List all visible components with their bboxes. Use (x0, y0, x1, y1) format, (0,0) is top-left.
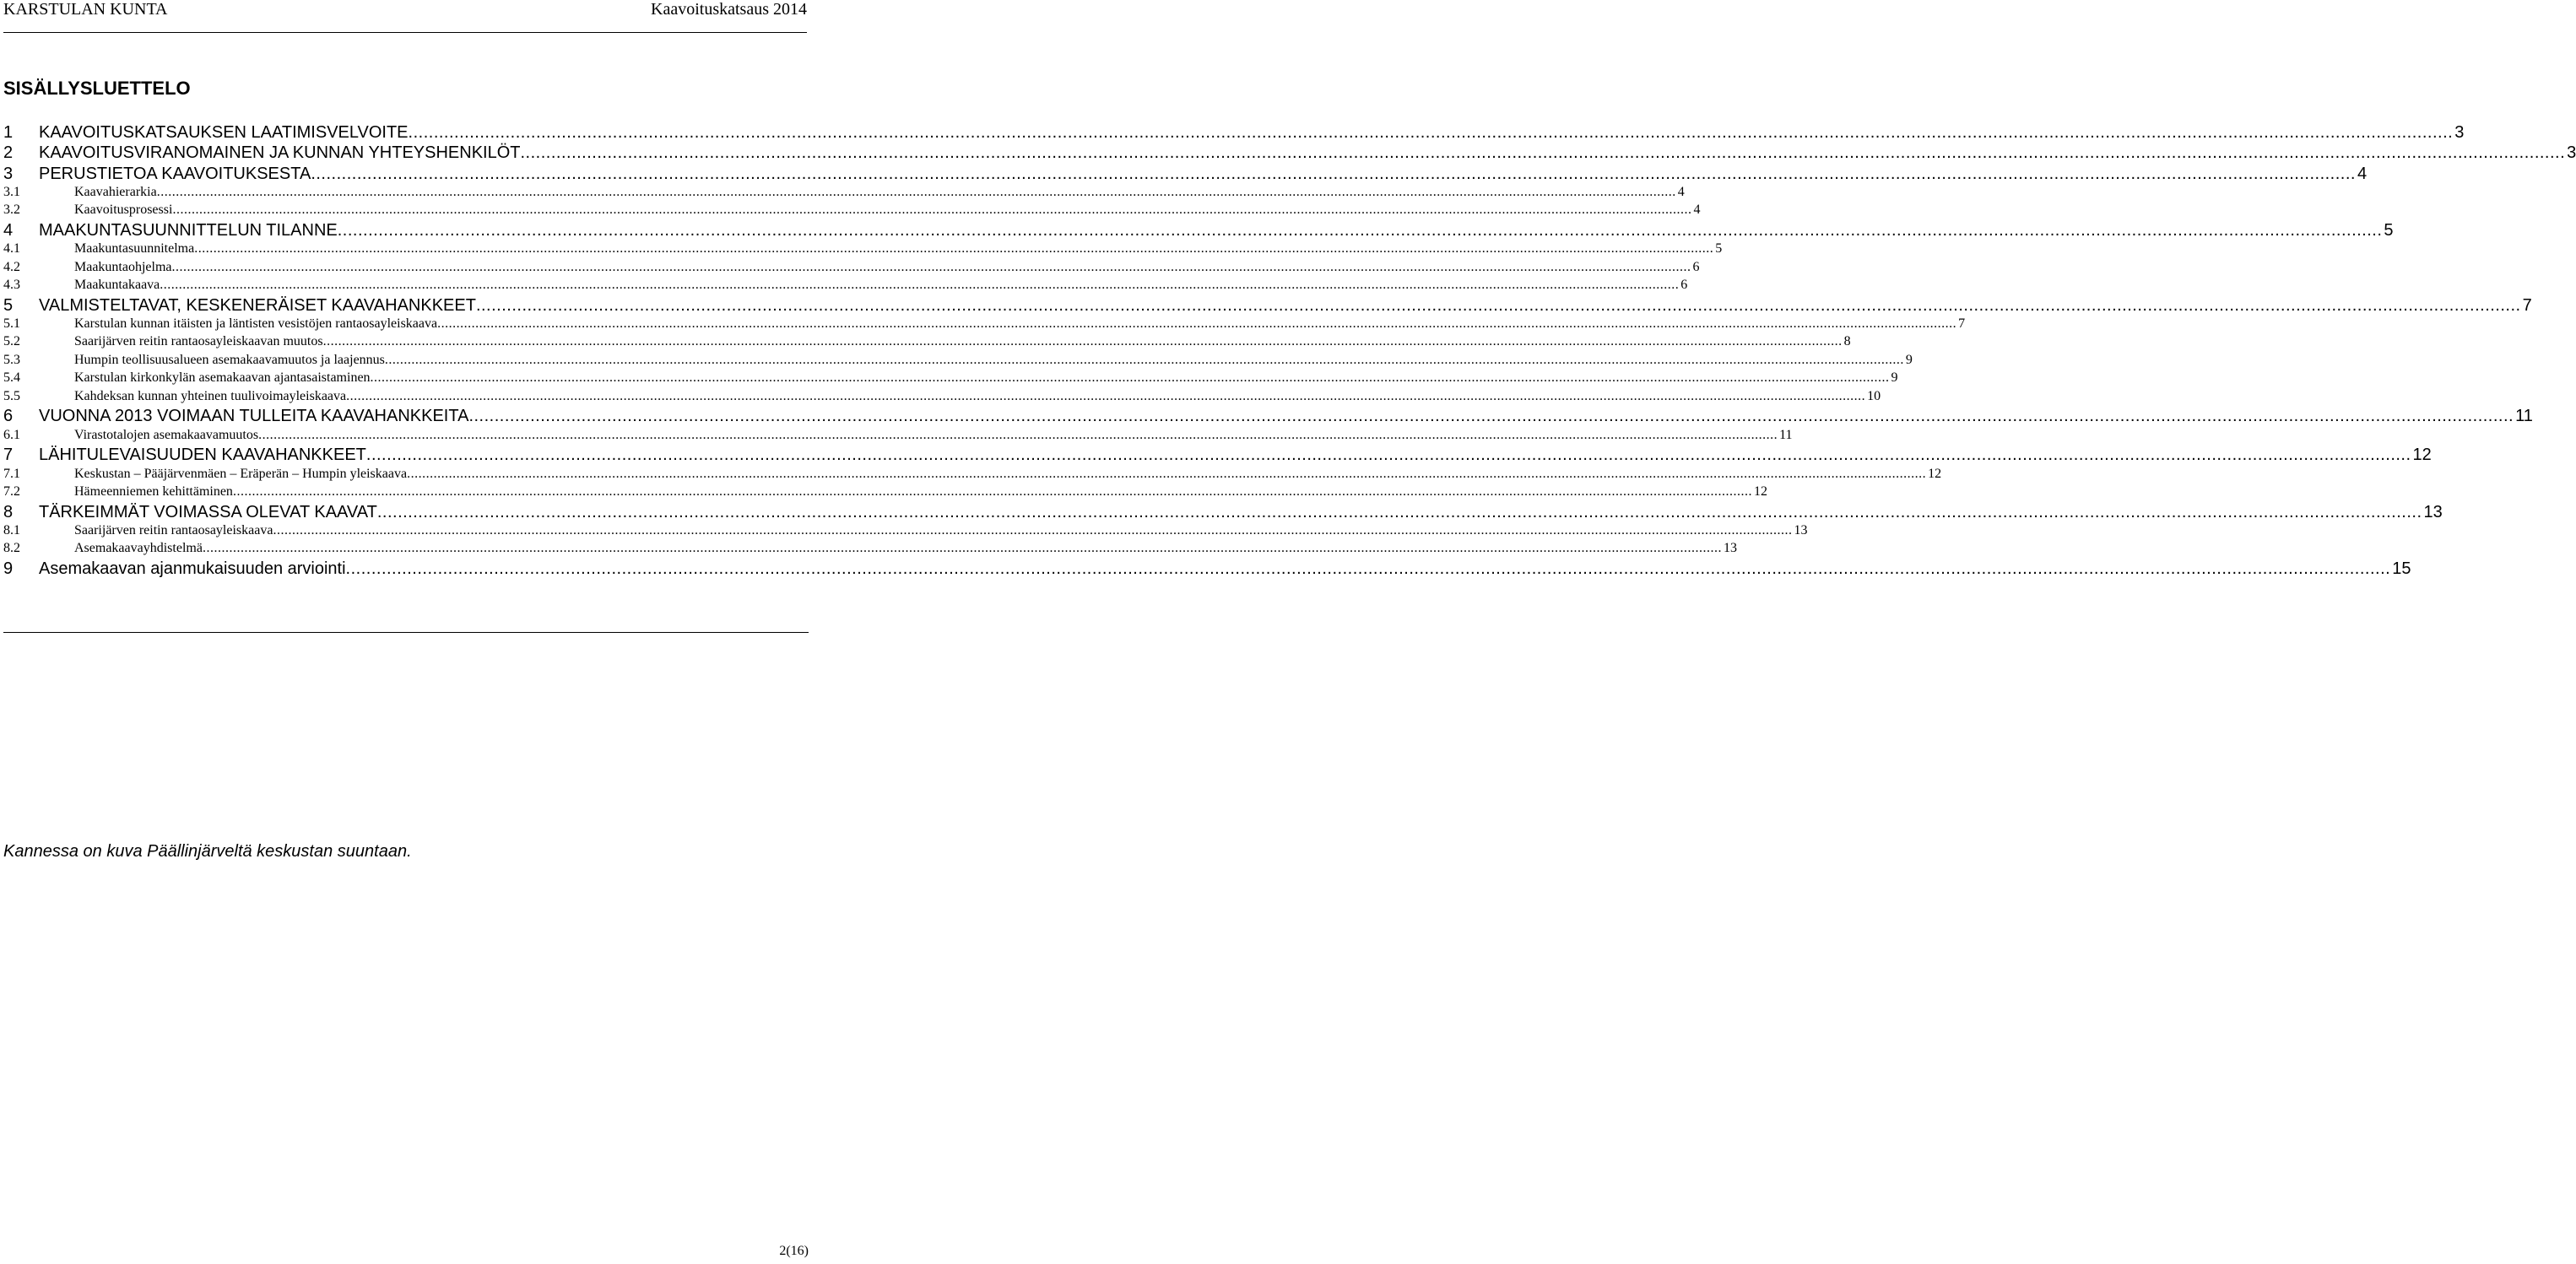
toc-entry-number: 7.1 (3, 466, 20, 481)
toc-entry-page: 4 (1693, 203, 1701, 218)
toc-entry-title: LÄHITULEVAISUUDEN KAAVAHANKKEET (39, 446, 366, 465)
toc-entry[interactable] (3, 278, 1688, 296)
toc-dot-leader: ................................................................................................................................................................................................................................................................................................................................................................................................................ (407, 466, 1927, 481)
toc-dot-leader: ................................................................................................................................................................................................................................................................................................................................................................................................................ (376, 502, 2422, 521)
toc-entry[interactable] (3, 295, 2532, 316)
toc-entry-title: Asemakaavan ajanmukaisuuden arviointi (39, 559, 346, 578)
toc-entry[interactable] (3, 522, 1808, 542)
toc-entry-title: KAAVOITUSKATSAUKSEN LAATIMISVELVOITE (39, 123, 409, 142)
toc-entry-title: Saarijärven reitin rantaosayleiskaavan muutos (74, 334, 323, 349)
toc-dot-leader: ................................................................................................................................................................................................................................................................................................................................................................................................................ (345, 559, 2391, 578)
toc-dot-leader: ................................................................................................................................................................................................................................................................................................................................................................................................................ (384, 352, 1904, 367)
toc-entry-number: 8.1 (3, 522, 20, 537)
toc-entry-page: 11 (2515, 407, 2533, 426)
toc-entry-page: 13 (1723, 541, 1737, 556)
toc-entry[interactable] (3, 184, 1685, 203)
toc-entry-number: 5.2 (3, 334, 20, 349)
toc-entry-title: Karstulan kunnan itäisten ja läntisten vesistöjen rantaosayleiskaava (74, 316, 438, 331)
toc-entry[interactable] (3, 484, 1767, 503)
toc-entry[interactable] (3, 123, 2465, 143)
toc-entry-title: Maakuntakaava (74, 278, 160, 293)
toc-entry-page: 15 (2392, 559, 2411, 578)
toc-entry-page: 6 (1692, 259, 1700, 274)
toc-entry-page: 12 (1753, 484, 1767, 500)
toc-entry[interactable] (3, 407, 2533, 427)
toc-entry-number: 4.2 (3, 259, 20, 274)
toc-entry-number: 6.1 (3, 427, 20, 442)
toc-entry-title: Kaavoitusprosessi (74, 203, 173, 218)
toc-entry-number: 9 (3, 559, 14, 578)
toc-entry-page: 13 (2423, 502, 2443, 521)
toc-dot-leader: ................................................................................................................................................................................................................................................................................................................................................................................................................ (520, 143, 2566, 163)
toc-dot-leader: ................................................................................................................................................................................................................................................................................................................................................................................................................ (346, 388, 1866, 403)
toc-entry-title: Keskustan – Pääjärvenmäen – Eräperän – Humpin yleiskaava (74, 466, 408, 481)
toc-entry[interactable] (3, 446, 2432, 466)
toc-dot-leader: ................................................................................................................................................................................................................................................................................................................................................................................................................ (437, 316, 1957, 331)
toc-dot-leader: ................................................................................................................................................................................................................................................................................................................................................................................................................ (365, 446, 2411, 465)
toc-entry-number: 7.2 (3, 484, 20, 500)
toc-entry-title: Kahdeksan kunnan yhteinen tuulivoimayleiskaava (74, 388, 347, 403)
toc-entry-title: Humpin teollisuusalueen asemakaavamuutos ja laajennus (74, 352, 385, 367)
header-organization: KARSTULAN KUNTA (3, 0, 168, 19)
toc-entry[interactable] (3, 388, 1881, 408)
toc-dot-leader: ................................................................................................................................................................................................................................................................................................................................................................................................................ (370, 370, 1890, 386)
toc-entry-title: KAAVOITUSVIRANOMAINEN JA KUNNAN YHTEYSHENKILÖT (39, 143, 521, 163)
toc-entry-page: 11 (1779, 427, 1793, 442)
toc-dot-leader: ................................................................................................................................................................................................................................................................................................................................................................................................................ (232, 484, 1752, 500)
toc-entry[interactable] (3, 316, 1966, 335)
cover-photo-caption: Kannessa on kuva Päällinjärveltä keskustan suuntaan. (3, 842, 412, 861)
toc-entry-title: MAAKUNTASUUNNITTELUN TILANNE (39, 220, 338, 240)
toc-entry[interactable] (3, 502, 2443, 523)
toc-dot-leader: ................................................................................................................................................................................................................................................................................................................................................................................................................ (322, 334, 1843, 349)
page-header (3, 0, 807, 33)
toc-entry-page: 6 (1680, 278, 1688, 293)
toc-entry-page: 3 (2567, 143, 2576, 163)
toc-entry-number: 5.3 (3, 352, 20, 367)
toc-entry[interactable] (3, 352, 1913, 371)
toc-entry-number: 5.1 (3, 316, 20, 331)
toc-entry-title: Maakuntaohjelma (74, 259, 172, 274)
toc-entry-number: 3.2 (3, 203, 20, 218)
toc-entry-page: 12 (1928, 466, 1942, 481)
toc-entry-number: 2 (3, 143, 14, 163)
toc-entry-page: 9 (1891, 370, 1898, 386)
toc-entry-number: 3.1 (3, 184, 20, 199)
toc-entry-number: 4.3 (3, 278, 20, 293)
toc-entry-page: 4 (1677, 184, 1685, 199)
toc-dot-leader: ................................................................................................................................................................................................................................................................................................................................................................................................................ (311, 164, 2356, 183)
toc-entry[interactable] (3, 259, 1700, 278)
toc-dot-leader: ................................................................................................................................................................................................................................................................................................................................................................................................................ (258, 427, 1778, 442)
toc-entry-number: 6 (3, 407, 14, 426)
toc-entry-number: 4.1 (3, 241, 20, 257)
toc-entry-page: 12 (2412, 446, 2432, 465)
toc-entry-number: 5 (3, 295, 14, 315)
toc-entry-page: 9 (1905, 352, 1913, 367)
toc-entry[interactable] (3, 559, 2411, 580)
toc-entry-title: VUONNA 2013 VOIMAAN TULLEITA KAAVAHANKKEITA (39, 407, 469, 426)
toc-entry[interactable] (3, 164, 2368, 185)
toc-dot-leader: ................................................................................................................................................................................................................................................................................................................................................................................................................ (194, 241, 1714, 257)
toc-entry-page: 8 (1843, 334, 1851, 349)
toc-dot-leader: ................................................................................................................................................................................................................................................................................................................................................................................................................ (156, 184, 1676, 199)
toc-entry[interactable] (3, 220, 2394, 241)
toc-dot-leader: ................................................................................................................................................................................................................................................................................................................................................................................................................ (171, 259, 1691, 274)
table-of-contents (3, 123, 2576, 580)
toc-entry-title: TÄRKEIMMÄT VOIMASSA OLEVAT KAAVAT (39, 502, 377, 521)
toc-entry[interactable] (3, 143, 2576, 164)
toc-dot-leader: ................................................................................................................................................................................................................................................................................................................................................................................................................ (172, 203, 1692, 218)
toc-dot-leader: ................................................................................................................................................................................................................................................................................................................................................................................................................ (202, 541, 1722, 556)
toc-entry-title: Hämeenniemen kehittäminen (74, 484, 233, 500)
toc-entry-number: 8.2 (3, 541, 20, 556)
toc-heading: SISÄLLYSLUETTELO (3, 78, 191, 99)
divider-line (3, 632, 809, 633)
toc-entry-page: 7 (2522, 295, 2532, 315)
toc-entry-number: 1 (3, 123, 14, 142)
toc-entry-title: Saarijärven reitin rantaosayleiskaava (74, 522, 273, 537)
toc-entry[interactable] (3, 203, 1701, 221)
toc-entry-page: 13 (1794, 522, 1808, 537)
toc-entry[interactable] (3, 334, 1851, 353)
toc-dot-leader: ................................................................................................................................................................................................................................................................................................................................................................................................................ (337, 220, 2383, 240)
toc-entry-number: 4 (3, 220, 14, 240)
header-document-title: Kaavoituskatsaus 2014 (651, 0, 807, 19)
toc-entry-page: 5 (2384, 220, 2394, 240)
toc-entry-number: 7 (3, 446, 14, 465)
toc-entry[interactable] (3, 370, 1898, 389)
toc-entry-page: 10 (1867, 388, 1881, 403)
toc-entry-title: Asemakaavayhdistelmä (74, 541, 203, 556)
toc-entry-number: 5.5 (3, 388, 20, 403)
toc-entry-page: 4 (2357, 164, 2368, 183)
toc-entry-title: Virastotalojen asemakaavamuutos (74, 427, 259, 442)
toc-entry-title: Kaavahierarkia (74, 184, 157, 199)
toc-dot-leader: ................................................................................................................................................................................................................................................................................................................................................................................................................ (408, 123, 2454, 142)
toc-entry[interactable] (3, 466, 1942, 485)
toc-entry-page: 5 (1715, 241, 1723, 257)
toc-entry-number: 3 (3, 164, 14, 183)
toc-dot-leader: ................................................................................................................................................................................................................................................................................................................................................................................................................ (160, 278, 1680, 293)
toc-dot-leader: ................................................................................................................................................................................................................................................................................................................................................................................................................ (475, 295, 2521, 315)
toc-dot-leader: ................................................................................................................................................................................................................................................................................................................................................................................................................ (468, 407, 2514, 426)
toc-entry[interactable] (3, 241, 1723, 260)
toc-entry-number: 5.4 (3, 370, 20, 386)
toc-entry-title: Maakuntasuunnitelma (74, 241, 195, 257)
toc-entry-title: Karstulan kirkonkylän asemakaavan ajantasaistaminen (74, 370, 371, 386)
toc-entry-page: 3 (2454, 123, 2465, 142)
toc-entry-title: VALMISTELTAVAT, KESKENERÄISET KAAVAHANKKEET (39, 295, 476, 315)
page-number: 2(16) (779, 1244, 809, 1258)
toc-entry-number: 8 (3, 502, 14, 521)
toc-entry[interactable] (3, 427, 1793, 446)
toc-entry[interactable] (3, 541, 1737, 559)
toc-dot-leader: ................................................................................................................................................................................................................................................................................................................................................................................................................ (273, 522, 1793, 537)
toc-entry-page: 7 (1958, 316, 1966, 331)
toc-entry-title: PERUSTIETOA KAAVOITUKSESTA (39, 164, 311, 183)
